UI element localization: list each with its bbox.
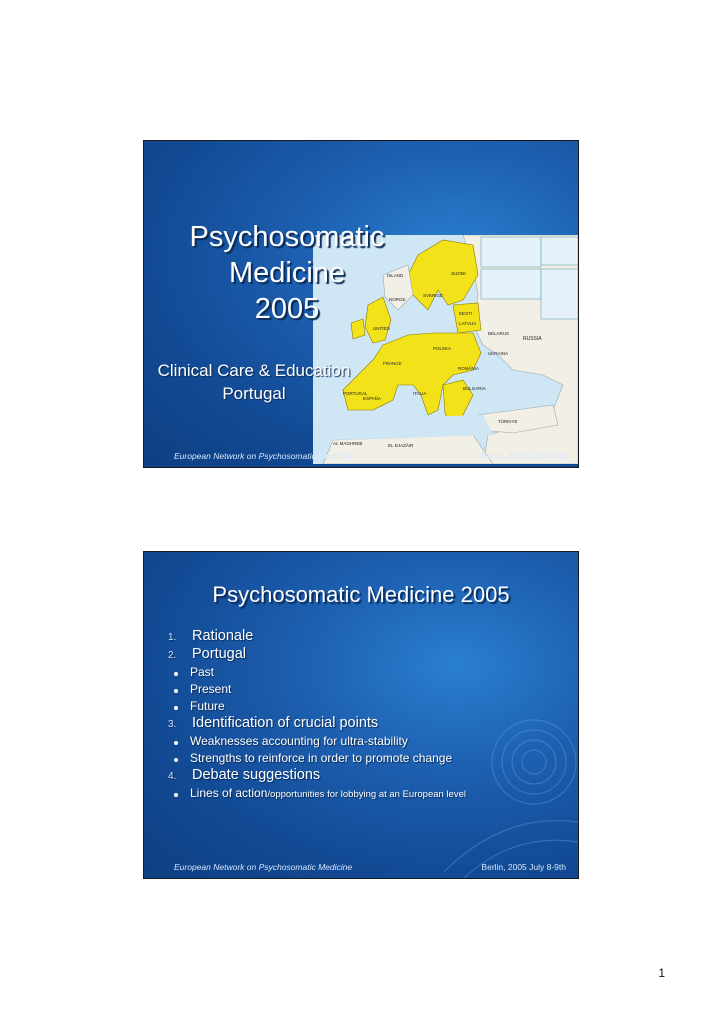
svg-text:RUSSIA: RUSSIA: [523, 336, 542, 342]
svg-text:LATVIJA: LATVIJA: [459, 321, 477, 326]
svg-text:ESPAÑA: ESPAÑA: [363, 396, 381, 401]
bullet-icon: [174, 686, 184, 696]
svg-text:ÍSLAND: ÍSLAND: [387, 273, 404, 278]
svg-text:BULGARIA: BULGARIA: [463, 386, 486, 391]
agenda-slide: [143, 551, 579, 879]
svg-text:EESTI: EESTI: [459, 311, 473, 316]
page-number: 1: [658, 966, 665, 980]
item-number: 2.: [168, 650, 177, 661]
svg-text:ROMÂNIA: ROMÂNIA: [458, 366, 480, 371]
svg-text:NORGE: NORGE: [389, 297, 406, 302]
svg-text:UNITED: UNITED: [373, 326, 390, 331]
slide2-footer-right: Berlin, 2005 July 8-9th: [481, 862, 566, 872]
svg-text:BELARUS: BELARUS: [488, 331, 510, 336]
svg-text:SUOMI: SUOMI: [451, 271, 466, 276]
item-label: Portugal: [192, 646, 247, 662]
svg-text:TÜRKIYE: TÜRKIYE: [498, 419, 518, 424]
list-item: [168, 715, 568, 733]
bullet-icon: [174, 738, 184, 748]
svg-text:FRANCE: FRANCE: [383, 361, 402, 366]
list-item: [168, 628, 568, 646]
slide1-title-line1: Psychosomatic Medicine: [189, 221, 385, 289]
bullet-icon: [174, 703, 184, 713]
agenda-list: [168, 628, 568, 803]
sub-item: [168, 681, 568, 698]
sub-item-text: [190, 785, 466, 803]
item-number: 3.: [168, 719, 177, 730]
slide2-title: Psychosomatic Medicine 2005: [212, 582, 510, 607]
svg-text:SVERIGE: SVERIGE: [423, 293, 444, 298]
item-label: Identification of crucial points: [192, 715, 379, 731]
sub-item: [168, 750, 568, 767]
item-number: 1.: [168, 632, 177, 643]
item-label: Debate suggestions: [192, 767, 321, 783]
sub-item: [168, 733, 568, 750]
sub-item-label: Weaknesses accounting for ultra-stability: [190, 734, 408, 748]
slide1-subtitle-line1: Clinical Care & Education: [157, 361, 351, 380]
svg-text:EL DJAZÂIR: EL DJAZÂIR: [388, 443, 414, 448]
slide1-footer-left: European Network on Psychosomatic Medicine: [174, 451, 353, 461]
sub-item-label: Present: [190, 682, 232, 696]
svg-text:POLSKA: POLSKA: [433, 346, 452, 351]
bullet-icon: [174, 790, 184, 800]
sub-item-label: Strengths to reinforce in order to promote change: [190, 751, 453, 765]
list-item: [168, 646, 568, 664]
item-number: 4.: [168, 771, 177, 782]
svg-text:UKRAINA: UKRAINA: [488, 351, 509, 356]
sub-item-suffix: /opportunities for lobbying at an European level: [267, 789, 466, 800]
sub-item-label: Lines of action: [190, 786, 268, 800]
title-slide: [143, 140, 579, 468]
sub-item: [168, 664, 568, 681]
sub-item: [168, 785, 568, 803]
bullet-icon: [174, 755, 184, 765]
sub-item: [168, 698, 568, 715]
sub-item-label: Past: [190, 665, 215, 679]
svg-text:AL MAGHREB: AL MAGHREB: [333, 441, 363, 446]
slide1-footer-right: Berlin, 2005 July 8-9th: [481, 451, 566, 461]
sub-item-label: Future: [190, 699, 225, 713]
bullet-icon: [174, 669, 184, 679]
slide1-title-line2: 2005: [254, 293, 320, 325]
slide1-subtitle: [150, 359, 358, 405]
list-item: [168, 767, 568, 785]
item-label: Rationale: [192, 628, 254, 644]
slide1-title: [152, 219, 422, 327]
svg-text:PORTUGAL: PORTUGAL: [343, 391, 368, 396]
slide2-footer-left: European Network on Psychosomatic Medicine: [174, 862, 353, 872]
svg-text:ITALIA: ITALIA: [413, 391, 427, 396]
slide1-subtitle-line2: Portugal: [222, 384, 286, 403]
